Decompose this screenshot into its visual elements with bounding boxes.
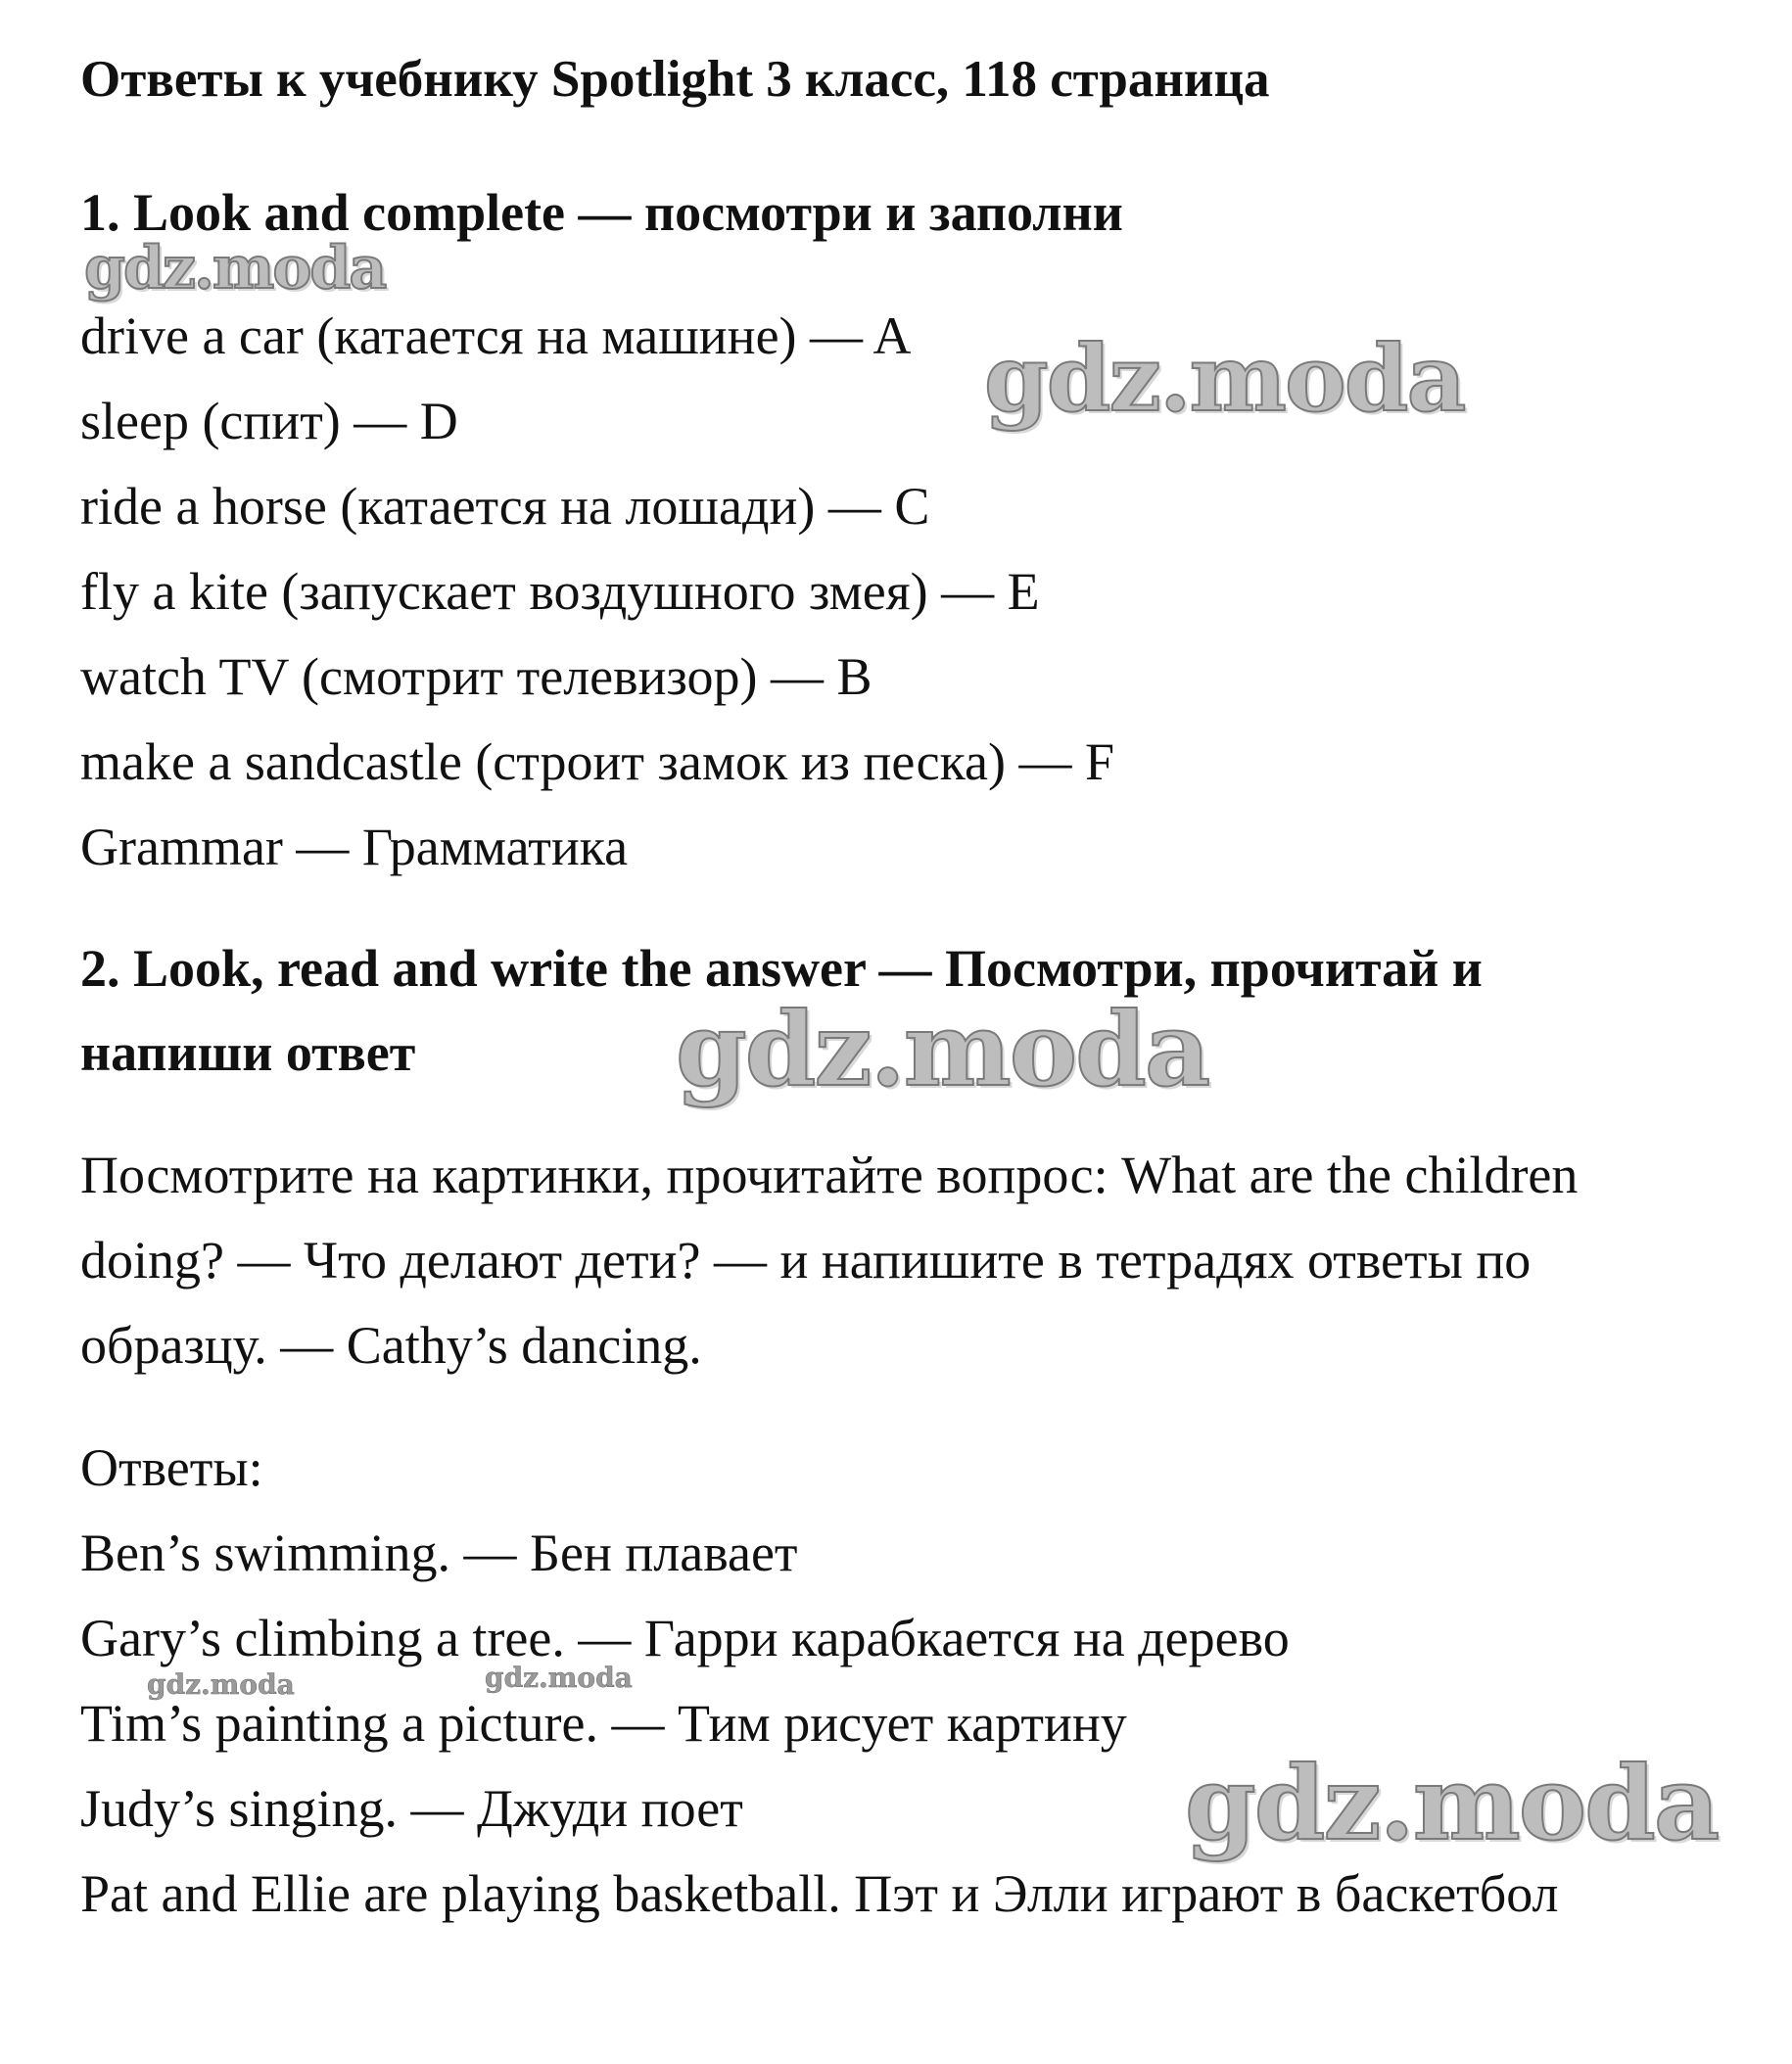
answer-line: Ben’s swimming. — Бен плавает — [80, 1524, 798, 1582]
section-2-heading-cont: напиши ответ — [80, 1023, 416, 1082]
watermark-logo: gdz.moda — [485, 1662, 633, 1694]
watermark-logo: gdz.moda — [147, 1668, 295, 1701]
answer-line: Tim’s painting a picture. — Тим рисует картину — [80, 1694, 1127, 1753]
list-item: sleep (спит) — D — [80, 392, 458, 450]
watermark-logo: gdz.moda — [676, 989, 1209, 1109]
list-item: fly a kite (запускает воздушного змея) — E — [80, 562, 1040, 621]
answer-line: Pat and Ellie are playing basketball. Пэт и Элли играют в баскетбол — [80, 1864, 1559, 1923]
watermark-logo: gdz.moda — [1185, 1743, 1719, 1863]
section-1-heading: 1. Look and complete — посмотри и заполни — [80, 183, 1123, 242]
instruction-line: образцу. — Cathy’s dancing. — [80, 1316, 702, 1375]
page-title: Ответы к учебнику Spotlight 3 класс, 118 страница — [80, 51, 1270, 108]
answer-line: Gary’s climbing a tree. — Гарри карабкается на дерево — [80, 1609, 1290, 1667]
list-item: ride a horse (катается на лошади) — C — [80, 477, 930, 536]
list-item: make a sandcastle (строит замок из песка) — F — [80, 732, 1115, 791]
watermark-logo: gdz.moda — [84, 234, 386, 303]
answer-line: Judy’s singing. — Джуди поет — [80, 1779, 743, 1838]
section-2-heading: 2. Look, read and write the answer — Посмотри, прочитай и — [80, 939, 1483, 998]
answers-label: Ответы: — [80, 1438, 263, 1497]
instruction-line: doing? — Что делают дети? — и напишите в тетрадях ответы по — [80, 1231, 1532, 1290]
instruction-line: Посмотрите на картинки, прочитайте вопрос: What are the children — [80, 1146, 1579, 1204]
list-item: watch TV (смотрит телевизор) — B — [80, 647, 872, 706]
list-item: Grammar — Грамматика — [80, 818, 629, 876]
list-item: drive a car (катается на машине) — A — [80, 306, 912, 365]
watermark-logo: gdz.moda — [984, 325, 1465, 433]
